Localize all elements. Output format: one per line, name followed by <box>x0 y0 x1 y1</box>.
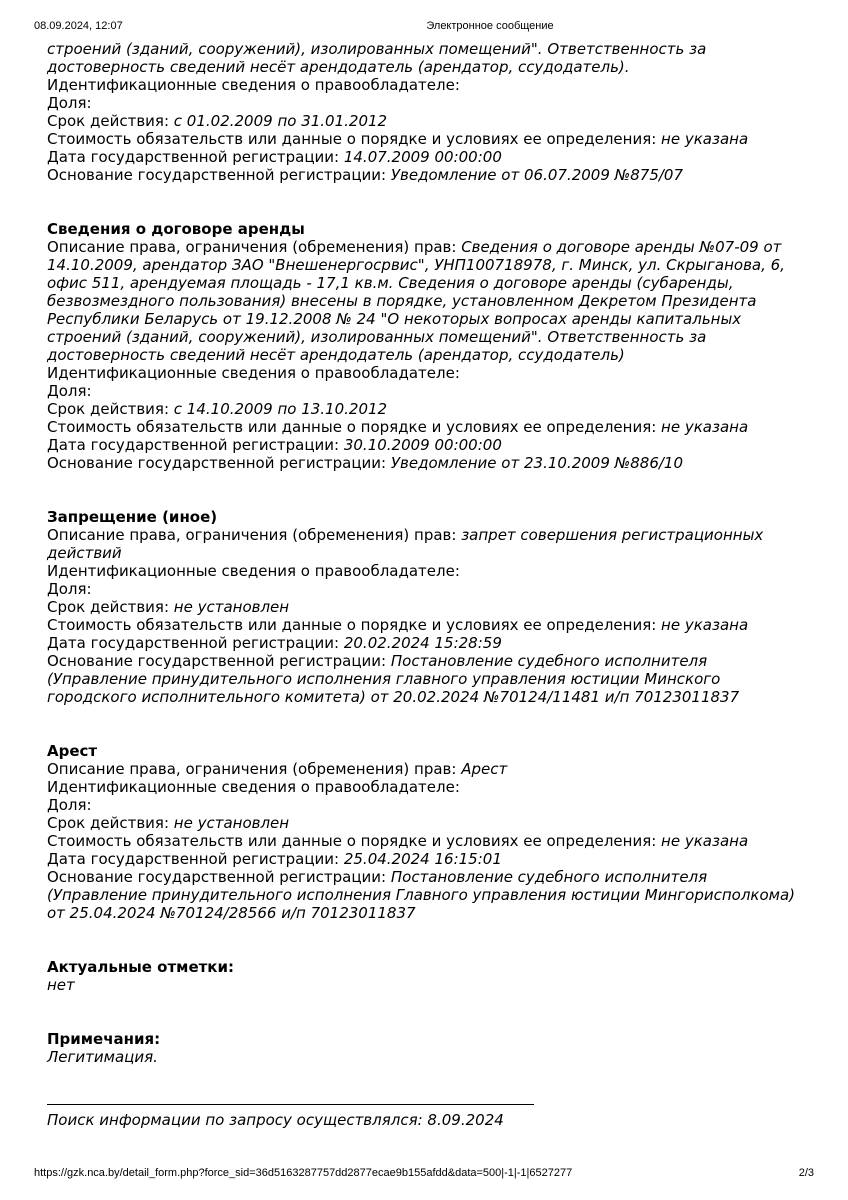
term-value: с 01.02.2009 по 31.01.2012 <box>173 112 388 130</box>
holder-row: Идентификационные сведения о правообладателе: <box>47 778 460 796</box>
print-header <box>0 18 848 34</box>
cost-label: Стоимость обязательств или данные о порядке и условиях ее определения: <box>47 616 662 634</box>
term-value: с 14.10.2009 по 13.10.2012 <box>173 400 388 418</box>
reg-basis-row <box>47 166 817 184</box>
cost-value: не указана <box>661 832 749 850</box>
print-datetime: 08.09.2024, 12:07 <box>34 20 123 32</box>
term-label: Срок действия: <box>47 112 174 130</box>
cost-value: не указана <box>661 616 749 634</box>
print-footer <box>0 1165 848 1181</box>
section-actual-marks <box>47 958 817 994</box>
cost-value: не указана <box>661 130 749 148</box>
reg-date-row <box>47 436 817 454</box>
section-notes <box>47 1030 817 1066</box>
reg-basis-label: Основание государственной регистрации: <box>47 652 391 670</box>
share-row: Доля: <box>47 580 92 598</box>
record-continuation <box>47 40 817 184</box>
continuation-line: достоверность сведений несёт арендодатель (арендатор, ссудодатель). <box>47 58 630 76</box>
print-title: Электронное сообщение <box>426 20 554 32</box>
reg-basis-label: Основание государственной регистрации: <box>47 868 391 886</box>
description-line: достоверность сведений несёт арендодатель (арендатор, ссудодатель) <box>47 346 625 364</box>
separator-line <box>47 1104 534 1105</box>
section-ban <box>47 508 817 706</box>
cost-row <box>47 130 817 148</box>
term-row <box>47 814 817 832</box>
cost-row <box>47 418 817 436</box>
share-row: Доля: <box>47 382 92 400</box>
cost-label: Стоимость обязательств или данные о порядке и условиях ее определения: <box>47 832 662 850</box>
share-row: Доля: <box>47 796 92 814</box>
section-title: Примечания: <box>47 1030 161 1048</box>
print-page-number: 2/3 <box>798 1167 814 1179</box>
description-line: Республики Беларусь от 19.12.2008 № 24 "О некоторых вопросах аренды капитальных <box>47 310 742 328</box>
reg-date-label: Дата государственной регистрации: <box>47 634 344 652</box>
description-line: офис 511, арендуемая площадь - 17,1 кв.м. Сведения о договоре аренды (субаренды, <box>47 274 734 292</box>
description-label: Описание права, ограничения (обременения) прав: <box>47 238 462 256</box>
section-title: Запрещение (иное) <box>47 508 218 526</box>
reg-basis-value: Постановление судебного исполнителя <box>390 652 708 670</box>
cost-label: Стоимость обязательств или данные о порядке и условиях ее определения: <box>47 418 662 436</box>
reg-basis-label: Основание государственной регистрации: <box>47 454 391 472</box>
holder-row: Идентификационные сведения о правообладателе: <box>47 364 460 382</box>
reg-date-value: 30.10.2009 00:00:00 <box>343 436 502 454</box>
cost-label: Стоимость обязательств или данные о порядке и условиях ее определения: <box>47 130 662 148</box>
reg-date-label: Дата государственной регистрации: <box>47 148 344 166</box>
description-label: Описание права, ограничения (обременения) прав: <box>47 760 462 778</box>
reg-basis-value: Уведомление от 06.07.2009 №875/07 <box>390 166 684 184</box>
print-url: https://gzk.nca.by/detail_form.php?force_sid=36d5163287757dd2877ecae9b155afdd&data=500|-1|-1|6527277 <box>34 1167 573 1179</box>
continuation-line: строений (зданий, сооружений), изолированных помещений". Ответственность за <box>47 40 707 58</box>
reg-basis-line: от 25.04.2024 №70124/28566 и/п 70123011837 <box>47 904 416 922</box>
description-row <box>47 526 817 544</box>
reg-date-label: Дата государственной регистрации: <box>47 436 344 454</box>
reg-basis-row <box>47 868 817 886</box>
description-line: безвозмездного пользования) внесены в порядке, установленном Декретом Президента <box>47 292 757 310</box>
reg-basis-value: Уведомление от 23.10.2009 №886/10 <box>390 454 684 472</box>
term-label: Срок действия: <box>47 814 174 832</box>
reg-date-row <box>47 850 817 868</box>
term-label: Срок действия: <box>47 400 174 418</box>
term-value: не установлен <box>173 598 290 616</box>
cost-value: не указана <box>661 418 749 436</box>
reg-basis-label: Основание государственной регистрации: <box>47 166 391 184</box>
marks-value: нет <box>47 976 75 994</box>
reg-basis-line: городского исполнительного комитета) от 20.02.2024 №70124/11481 и/п 70123011837 <box>47 688 740 706</box>
term-label: Срок действия: <box>47 598 174 616</box>
reg-basis-line: (Управление принудительного исполнения главного управления юстиции Минского <box>47 670 721 688</box>
description-line: 14.10.2009, арендатор ЗАО "Внешенергосрвис", УНП100718978, г. Минск, ул. Скрыганова, 6, <box>47 256 785 274</box>
reg-basis-row <box>47 652 817 670</box>
section-title: Сведения о договоре аренды <box>47 220 305 238</box>
description-value: Арест <box>461 760 508 778</box>
reg-date-value: 25.04.2024 16:15:01 <box>343 850 502 868</box>
reg-date-label: Дата государственной регистрации: <box>47 850 344 868</box>
share-row: Доля: <box>47 94 92 112</box>
description-value: запрет совершения регистрационных <box>461 526 764 544</box>
section-lease <box>47 220 817 472</box>
reg-date-value: 14.07.2009 00:00:00 <box>343 148 502 166</box>
search-info: Поиск информации по запросу осуществлялся: 8.09.2024 <box>47 1111 504 1129</box>
description-line: строений (зданий, сооружений), изолированных помещений". Ответственность за <box>47 328 707 346</box>
notes-value: Легитимация. <box>47 1048 158 1066</box>
description-value: Сведения о договоре аренды №07-09 от <box>461 238 782 256</box>
term-row <box>47 112 817 130</box>
cost-row <box>47 616 817 634</box>
term-row <box>47 598 817 616</box>
holder-row: Идентификационные сведения о правообладателе: <box>47 562 460 580</box>
reg-basis-value: Постановление судебного исполнителя <box>390 868 708 886</box>
reg-basis-row <box>47 454 817 472</box>
term-value: не установлен <box>173 814 290 832</box>
reg-date-value: 20.02.2024 15:28:59 <box>343 634 502 652</box>
document-content <box>47 40 817 1129</box>
reg-basis-line: (Управление принудительного исполнения Главного управления юстиции Мингорисполкома) <box>47 886 796 904</box>
section-title: Арест <box>47 742 98 760</box>
description-line: действий <box>47 544 122 562</box>
description-row <box>47 238 817 256</box>
description-row <box>47 760 817 778</box>
section-arrest <box>47 742 817 922</box>
description-label: Описание права, ограничения (обременения) прав: <box>47 526 462 544</box>
section-title: Актуальные отметки: <box>47 958 234 976</box>
reg-date-row <box>47 148 817 166</box>
term-row <box>47 400 817 418</box>
holder-row: Идентификационные сведения о правообладателе: <box>47 76 460 94</box>
cost-row <box>47 832 817 850</box>
reg-date-row <box>47 634 817 652</box>
